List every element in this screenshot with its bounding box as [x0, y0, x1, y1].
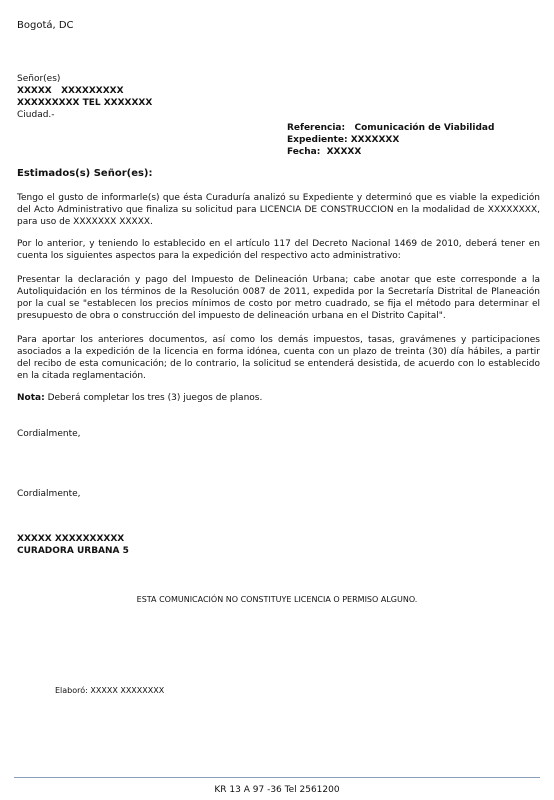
paragraph-viability: Tengo el gusto de informarle(s) que ésta Curaduría analizó su Expediente y determinó que es viable la expedición del Acto Administrativo que finaliza su solicitud para LICENCIA DE CONSTRUCCION en la modalidad de XXXXXXXX, para uso de XXXXXXX XXXXX. [17, 193, 540, 227]
recipient-city: Ciudad.- [17, 110, 55, 120]
footer-address: KR 13 A 97 -36 Tel 2561200 [214, 785, 340, 795]
closing-first: Cordialmente, [17, 429, 81, 439]
paragraph-tax-declaration: Presentar la declaración y pago del Impuesto de Delineación Urbana; cabe anotar que este corresponde a la Autoliquidación en los términos de la Resolución 0087 de 2011, expedida por la Secretaría Distrital de Planeación por la cual se "establecen los precios mínimos de costo por metro cuadrado, se fija el método para determinar el presupuesto de obra o construcción del impuesto de delineación urbana en el Distrito Capital". [17, 275, 540, 321]
reference-value: Comunicación de Viabilidad [354, 123, 495, 133]
recipient-salutation: Señor(es) [17, 74, 61, 84]
signature-name: XXXXX XXXXXXXXXX [17, 534, 125, 544]
reference-block [287, 122, 494, 158]
expediente-value: XXXXXXX [350, 135, 400, 145]
note-text: Deberá completar los tres (3) juegos de planos. [44, 393, 263, 403]
footer-divider [14, 777, 540, 778]
city-date: Bogotá, DC [17, 20, 74, 31]
note-label: Nota: [17, 393, 45, 403]
disclaimer: ESTA COMUNICACIÓN NO CONSTITUYE LICENCIA O PERMISO ALGUNO. [136, 595, 418, 604]
date-label: Fecha: [287, 147, 321, 157]
expediente-line [287, 134, 494, 146]
reference-line [287, 122, 494, 134]
date-line [287, 146, 494, 158]
signature-block [17, 533, 129, 557]
recipient-block [17, 73, 152, 121]
closing-second: Cordialmente, [17, 489, 81, 499]
reference-label: Referencia: [287, 123, 346, 133]
paragraph-deadline: Para aportar los anteriores documentos, así como los demás impuestos, tasas, gravámenes y participaciones asociados a la expedición de la licencia en forma idónea, cuenta con un plazo de treinta (30) día hábiles, a partir del recibo de esta comunicación; de lo contrario, la solicitud se entenderá desistida, de acuerdo con lo establecido en la citada reglamentación. [17, 335, 540, 381]
recipient-address: XXXXXXXXX TEL XXXXXXX [17, 98, 153, 108]
recipient-name: XXXXX XXXXXXXXX [17, 86, 124, 96]
greeting: Estimados(s) Señor(es): [17, 168, 153, 179]
signature-title: CURADORA URBANA 5 [17, 546, 129, 556]
date-value: XXXXX [326, 147, 362, 157]
paragraph-requirements-intro: Por lo anterior, y teniendo lo establecido en el artículo 117 del Decreto Nacional 1469 de 2010, deberá tener en cuenta los siguientes aspectos para la expedición del respectivo acto administrativo: [17, 239, 540, 261]
prepared-by: Elaboró: XXXXX XXXXXXXX [55, 686, 165, 695]
expediente-label: Expediente: [287, 135, 348, 145]
note-line [17, 392, 262, 404]
